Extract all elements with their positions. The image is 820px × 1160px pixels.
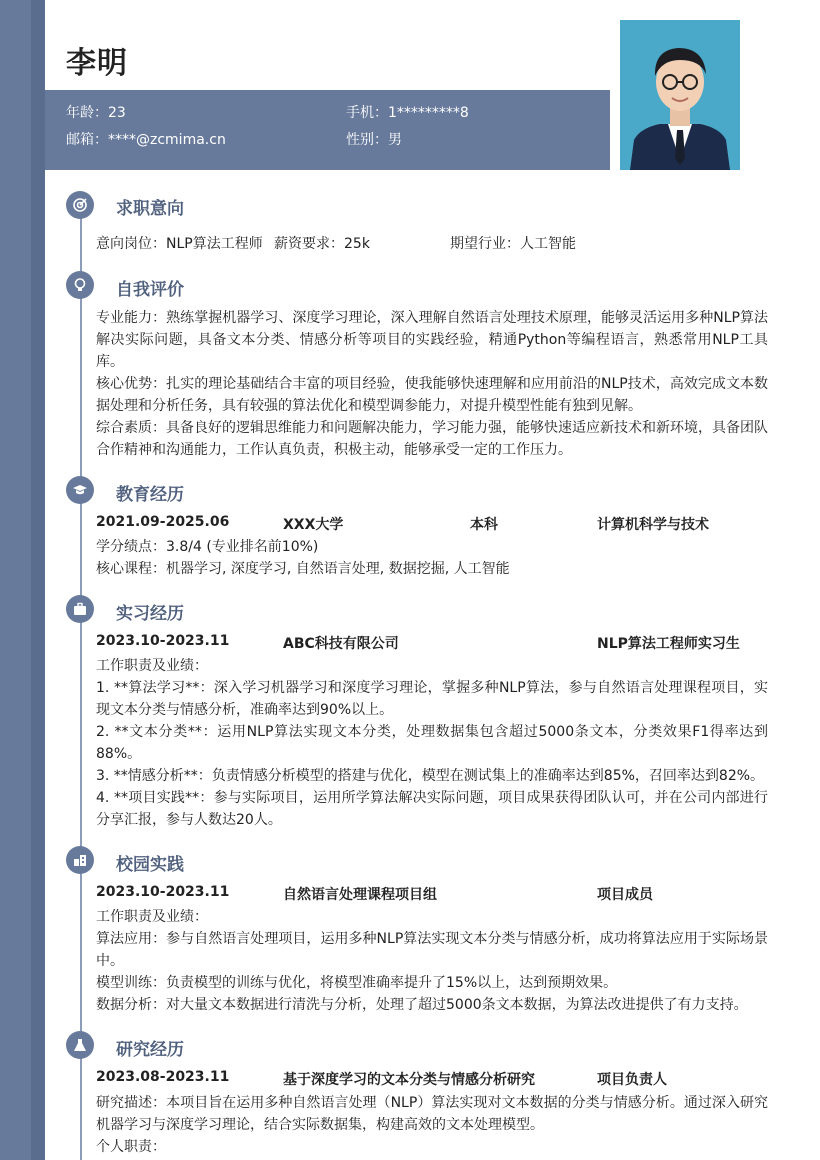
internship-intro: 工作职责及业绩： <box>96 658 208 674</box>
intent-industry: 期望行业：人工智能 <box>450 236 576 252</box>
section-title-intent: 求职意向 <box>116 199 184 219</box>
campus-role: 项目成员 <box>597 887 653 903</box>
gender-value: 男 <box>388 132 402 148</box>
self-eval-strengths: 核心优势：扎实的理论基础结合丰富的项目经验，使我能够快速理解和应用前沿的NLP技术，高效完成文本数据处理和分析任务，具有较强的算法优化和模型调参能力，对提升模型性能有独到见解。 <box>96 376 768 414</box>
research-project: 基于深度学习的文本分类与情感分析研究 <box>283 1072 535 1088</box>
self-eval-paragraphs <box>96 307 768 461</box>
target-icon <box>66 191 94 219</box>
candidate-name: 李明 <box>66 46 128 81</box>
education-school: XXX大学 <box>283 517 344 533</box>
section-title-research: 研究经历 <box>116 1040 184 1060</box>
gender-field <box>346 129 402 149</box>
internship-details <box>96 655 768 831</box>
phone-value: 1*********8 <box>388 105 469 121</box>
campus-org: 自然语言处理课程项目组 <box>283 887 437 903</box>
self-eval-quality: 综合素质：具备良好的逻辑思维能力和问题解决能力，学习能力强，能够快速适应新技术和新环境，具备团队合作精神和沟通能力，工作认真负责，积极主动，能够承受一定的工作压力。 <box>96 420 768 458</box>
phone-label: 手机： <box>346 105 388 121</box>
education-major: 计算机科学与技术 <box>597 517 709 533</box>
section-title-campus: 校园实践 <box>116 855 184 875</box>
internship-item-4: 4. **项目实践**：参与实际项目，运用所学算法解决实际问题，项目成果获得团队认可，并在公司内部进行分享汇报，参与人数达20人。 <box>96 790 768 828</box>
age-label: 年龄： <box>66 105 108 121</box>
age-field <box>66 102 126 122</box>
education-courses: 核心课程：机器学习, 深度学习, 自然语言处理, 数据挖掘, 人工智能 <box>96 561 510 577</box>
internship-date: 2023.10-2023.11 <box>96 633 230 649</box>
email-field <box>66 129 226 149</box>
campus-item-3: 数据分析：对大量文本数据进行清洗与分析，处理了超过5000条文本数据，为算法改进提供了有力支持。 <box>96 997 748 1013</box>
research-role: 项目负责人 <box>597 1072 667 1088</box>
campus-intro: 工作职责及业绩： <box>96 909 208 925</box>
phone-field <box>346 102 469 122</box>
email-value: ****@zcmima.cn <box>108 132 226 148</box>
flask-icon <box>66 1031 94 1059</box>
age-value: 23 <box>108 105 126 121</box>
intent-position: 意向岗位：NLP算法工程师 <box>96 236 263 252</box>
left-accent-bar <box>0 0 31 1160</box>
gender-label: 性别： <box>346 132 388 148</box>
section-title-internship: 实习经历 <box>116 604 184 624</box>
internship-company: ABC科技有限公司 <box>283 636 399 652</box>
education-gpa: 学分绩点：3.8/4 (专业排名前10%) <box>96 539 319 555</box>
portrait-illustration <box>620 20 740 170</box>
section-title-self-eval: 自我评价 <box>116 280 184 300</box>
profile-photo <box>620 20 740 170</box>
research-duty-label: 个人职责： <box>96 1139 166 1155</box>
education-details <box>96 536 768 580</box>
self-eval-professional: 专业能力：熟练掌握机器学习、深度学习理论，深入理解自然语言处理技术原理，能够灵活运用多种NLP算法解决实际问题，具备文本分类、情感分析等项目的实践经验，精通Python等编程语言，熟悉常用NLP工具库。 <box>96 310 768 370</box>
research-description: 研究描述：本项目旨在运用多种自然语言处理（NLP）算法实现对文本数据的分类与情感分析。通过深入研究机器学习与深度学习理论，结合实际数据集，构建高效的文本处理模型。 <box>96 1095 768 1133</box>
research-date: 2023.08-2023.11 <box>96 1069 230 1085</box>
briefcase-icon <box>66 595 94 623</box>
timeline-line <box>80 205 82 1160</box>
campus-item-2: 模型训练：负责模型的训练与优化，将模型准确率提升了15%以上，达到预期效果。 <box>96 975 618 991</box>
graduation-cap-icon <box>66 476 94 504</box>
lightbulb-icon <box>66 271 94 299</box>
education-degree: 本科 <box>470 517 498 533</box>
campus-date: 2023.10-2023.11 <box>96 884 230 900</box>
intent-salary: 薪资要求：25k <box>274 236 370 252</box>
building-icon <box>66 846 94 874</box>
internship-role: NLP算法工程师实习生 <box>597 636 740 652</box>
internship-item-3: 3. **情感分析**：负责情感分析模型的搭建与优化，模型在测试集上的准确率达到85%，召回率达到82%。 <box>96 768 765 784</box>
left-accent-bar-inner <box>31 170 45 1160</box>
left-accent-bar-inner-top <box>31 0 45 170</box>
education-date: 2021.09-2025.06 <box>96 514 230 530</box>
research-details <box>96 1092 768 1158</box>
section-title-education: 教育经历 <box>116 485 184 505</box>
campus-details <box>96 906 768 1016</box>
internship-item-1: 1. **算法学习**：深入学习机器学习和深度学习理论，掌握多种NLP算法，参与自然语言处理课程项目，实现文本分类与情感分析，准确率达到90%以上。 <box>96 680 768 718</box>
email-label: 邮箱： <box>66 132 108 148</box>
campus-item-1: 算法应用：参与自然语言处理项目，运用多种NLP算法实现文本分类与情感分析，成功将算法应用于实际场景中。 <box>96 931 768 969</box>
internship-item-2: 2. **文本分类**：运用NLP算法实现文本分类，处理数据集包含超过5000条文本，分类效果F1得率达到88%。 <box>96 724 768 762</box>
